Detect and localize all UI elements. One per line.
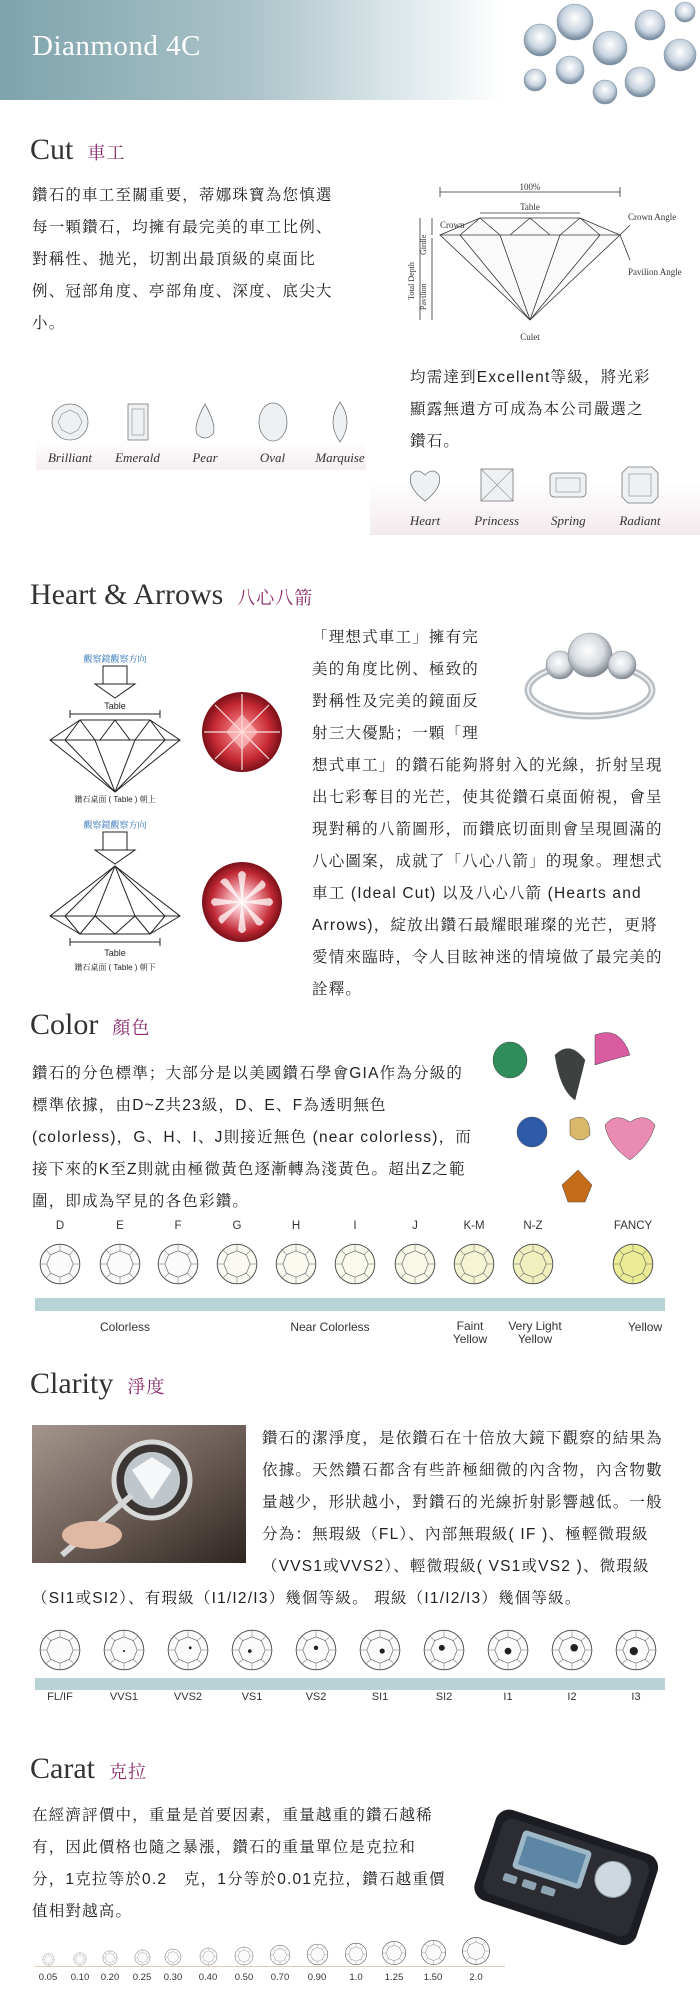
brilliant-cut-icon — [48, 400, 92, 444]
clarity-scale-bar — [35, 1678, 665, 1690]
carat-weight-diamond-icon — [134, 1949, 151, 1966]
carat-weight-label: 0.05 — [38, 1972, 58, 1983]
carat-weight-scale — [30, 1938, 510, 1966]
clarity-grade-diamond-icon — [102, 1628, 146, 1672]
carat-weight-diamond-icon — [42, 1953, 55, 1966]
color-grade-scale — [30, 1220, 670, 1300]
clarity-grade-label: VS1 — [241, 1691, 263, 1703]
diagram-label-girdle: Girdle — [419, 234, 428, 255]
ring-float-spacer — [489, 622, 667, 722]
color-scale-bar — [35, 1298, 665, 1311]
color-grade-diamond-icon — [393, 1242, 437, 1286]
clarity-grade-diamond-icon — [166, 1628, 210, 1672]
color-grade-label: K-M — [463, 1220, 485, 1232]
heart-section-title — [30, 578, 313, 612]
cut-excellent-note: 均需達到Excellent等級，將光彩顯露無遺方可成為本公司嚴選之鑽石。 — [410, 369, 651, 450]
caption-table-up: 鑽石桌面 ( Table ) 朝上 — [74, 795, 156, 804]
header-diamonds-image — [510, 0, 700, 110]
fancy-color-gems-image — [480, 1020, 680, 1220]
carat-weight-label: 1.25 — [384, 1972, 404, 1983]
clarity-grade-diamond-icon — [422, 1628, 466, 1672]
color-grade-label: J — [412, 1220, 418, 1232]
clarity-grade-label: VS2 — [305, 1691, 327, 1703]
clarity-grade-label: I3 — [631, 1691, 641, 1703]
color-grade-diamond-icon — [274, 1242, 318, 1286]
shape-label: Marquise — [315, 450, 365, 465]
carat-weight-diamond-icon — [381, 1940, 407, 1966]
cut-shapes-right-row — [395, 463, 670, 533]
carat-weight-diamond-icon — [420, 1939, 447, 1966]
color-category-very-light-yellow: Very Light Yellow — [508, 1319, 562, 1346]
table-label-top: Table — [104, 701, 126, 711]
left-shape-brilliant — [40, 400, 100, 470]
carat-weight-diamond-icon — [102, 1950, 118, 1966]
view-direction-label-bottom: 觀察鏡觀察方向 — [83, 820, 147, 830]
right-shape-spring — [538, 463, 598, 533]
carat-weight-label: 0.90 — [307, 1972, 327, 1983]
carat-description: 在經濟評價中，重量是首要因素，重量越重的鑽石越稀有，因此價格也隨之暴漲，鑽石的重量單位是克拉和分，1克拉等於0.2 克，1分等於0.01克拉，鑽石越重價值相對越高。 — [32, 1807, 446, 1920]
carat-weight-label: 0.70 — [270, 1972, 290, 1983]
color-grade-label: FANCY — [613, 1220, 653, 1232]
clarity-grade-diamond-icon — [38, 1628, 82, 1672]
color-grade-diamond-icon — [611, 1242, 655, 1286]
color-grade-label: I — [353, 1220, 357, 1232]
diagram-label-culet: Culet — [520, 332, 540, 342]
marquise-cut-icon — [318, 400, 362, 444]
color-grade-diamond-icon — [98, 1242, 142, 1286]
heart-description-text: 「理想式車工」擁有完美的角度比例、極致的對稱性及完美的鏡面反射三大優點；一顆「理想式車工」的鑽石能夠將射入的光線，折射呈現出七彩奪目的光芒，使其從鑽石桌面俯視，會呈現對稱的八箭圖形，而鑽底切面則會呈現圓滿的八心圖案，成就了「八心八箭」的現象。理想式車工 (Ideal Cut) 以及八心八箭 (Hearts and Arrows)，綻放出鑽石最耀眼璀璨的光芒，更將愛情來臨時，令人目眩神迷的情境做了最完美的詮釋。 — [312, 629, 663, 998]
color-grade-label: G — [232, 1220, 242, 1232]
carat-weight-labels — [30, 1972, 510, 1988]
oval-cut-icon — [251, 400, 295, 444]
carat-weight-label: 0.50 — [234, 1972, 254, 1983]
carat-weight-diamond-icon — [461, 1936, 491, 1966]
header-title: Dianmond 4C — [32, 30, 202, 62]
clarity-grade-label: I1 — [503, 1691, 513, 1703]
clarity-grade-label: VVS2 — [173, 1691, 203, 1703]
cut-section-title — [30, 133, 125, 167]
cut-description: 鑽石的車工至關重要，蒂娜珠寶為您慎選每一顆鑽石，均擁有最完美的車工比例、對稱性、拋光，切割出最頂級的桌面比例、冠部角度、亭部角度、深度、底尖大小。 — [32, 187, 333, 332]
shape-label: Princess — [474, 513, 520, 528]
carat-weight-diamond-icon — [269, 1944, 291, 1966]
color-section-title — [30, 1008, 150, 1042]
clarity-description — [32, 1423, 667, 1607]
diamond-table-up-diagram — [40, 662, 190, 802]
cut-proportion-diagram — [380, 180, 682, 355]
color-title: Color — [30, 1008, 99, 1041]
diagram-label-crown: Crown — [440, 220, 465, 230]
carat-scale-device-image — [462, 1800, 672, 1950]
arrows-pattern-image — [200, 690, 284, 774]
carat-title: Carat — [30, 1752, 95, 1785]
diagram-label-table: Table — [520, 202, 540, 212]
princess-cut-icon — [475, 463, 519, 507]
color-category-yellow: Yellow — [627, 1320, 663, 1334]
carat-weight-diamond-icon — [199, 1947, 218, 1966]
diagram-label-pct: 100% — [519, 182, 541, 192]
color-category-near-colorless: Near Colorless — [290, 1320, 370, 1334]
color-grade-label: N-Z — [523, 1220, 543, 1232]
diagram-label-total-depth: Total Depth — [407, 262, 416, 300]
right-shape-heart — [395, 463, 455, 533]
emerald-cut-icon — [116, 400, 160, 444]
color-grade-diamond-icon — [452, 1242, 496, 1286]
carat-weight-diamond-icon — [164, 1948, 182, 1966]
color-grade-label: E — [116, 1220, 124, 1232]
hearts-pattern-image — [200, 860, 284, 944]
color-grade-diamond-icon — [511, 1242, 555, 1286]
loupe-float-spacer — [32, 1423, 262, 1563]
shape-label: Emerald — [115, 450, 160, 465]
color-grade-label: H — [291, 1220, 301, 1232]
color-grade-diamond-icon — [215, 1242, 259, 1286]
clarity-grade-diamond-icon — [550, 1628, 594, 1672]
clarity-grade-diamond-icon — [614, 1628, 658, 1672]
carat-weight-diamond-icon — [234, 1946, 254, 1966]
carat-weight-diamond-icon — [73, 1952, 87, 1966]
heart-title-cn: 八心八箭 — [237, 588, 314, 609]
right-shape-princess — [467, 463, 527, 533]
caption-table-down: 鑽石桌面 ( Table ) 朝下 — [74, 963, 156, 972]
color-grade-diamond-icon — [156, 1242, 200, 1286]
diamond-table-down-diagram — [40, 828, 190, 978]
carat-weight-label: 0.20 — [100, 1972, 120, 1983]
clarity-description-text: 鑽石的潔淨度，是依鑽石在十倍放大鏡下觀察的結果為依據。天然鑽石都含有些許極細微的內含物，內含物數量越少，形狀越小，對鑽石的光線折射影響越低。一般分為：無瑕級（FL）、內部無瑕級( IF )、極輕微瑕級（VVS1或VVS2）、輕微瑕級( VS1或VS2 )、微瑕級（SI1或SI2）、有瑕級（I1/I2/I3）幾個等級。 瑕級（I1/I2/I3）幾個等級。 — [32, 1430, 663, 1607]
shape-label: Pear — [192, 450, 218, 465]
color-grade-label: D — [55, 1220, 65, 1232]
pear-cut-icon — [183, 400, 227, 444]
color-title-cn: 顏色 — [112, 1018, 151, 1039]
clarity-grade-diamond-icon — [486, 1628, 530, 1672]
clarity-grade-label: SI2 — [435, 1691, 453, 1703]
shape-label: Radiant — [619, 513, 661, 528]
carat-weight-label: 0.25 — [132, 1972, 152, 1983]
carat-weight-label: 0.30 — [163, 1972, 183, 1983]
diagram-label-pavilion-angle: Pavilion Angle — [628, 267, 682, 277]
clarity-grade-label: I2 — [567, 1691, 577, 1703]
left-shape-emerald — [108, 400, 168, 470]
carat-title-cn: 克拉 — [108, 1762, 147, 1783]
shape-label: Oval — [259, 450, 286, 465]
carat-weight-diamond-icon — [306, 1943, 329, 1966]
heart-title: Heart & Arrows — [30, 578, 224, 611]
clarity-grade-label: FL/IF — [47, 1691, 73, 1703]
color-grade-diamond-icon — [38, 1242, 82, 1286]
color-category-colorless: Colorless — [99, 1320, 150, 1334]
shape-label: Brilliant — [47, 450, 93, 465]
cut-shapes-left-row — [40, 400, 370, 470]
right-shape-radiant — [610, 463, 670, 533]
carat-section-title — [30, 1752, 147, 1786]
radiant-cut-icon — [618, 463, 662, 507]
clarity-grade-diamond-icon — [230, 1628, 274, 1672]
clarity-title-cn: 淨度 — [127, 1377, 166, 1398]
table-label-bottom: Table — [104, 948, 126, 958]
carat-scale-line — [35, 1966, 505, 1967]
shape-label: Spring — [550, 513, 586, 528]
diagram-label-pavilion: Pavilion — [419, 283, 428, 310]
carat-weight-diamond-icon — [344, 1942, 368, 1966]
color-grade-diamond-icon — [333, 1242, 377, 1286]
carat-weight-label: 0.40 — [198, 1972, 218, 1983]
color-description: 鑽石的分色標準；大部分是以美國鑽石學會GIA作為分級的標準依據，由D~Z共23級，D、E、F為透明無色(colorless)，G、H、I、J則接近無色 (near colorless)，而接下來的K至Z則就由極微黃色逐漸轉為淺黃色。超出Z之範圍，即成為罕見的各色彩鑽。 — [32, 1065, 473, 1210]
left-shape-pear — [175, 400, 235, 470]
shape-label: Heart — [409, 513, 441, 528]
clarity-title: Clarity — [30, 1367, 114, 1400]
clarity-grade-scale — [30, 1620, 670, 1680]
carat-weight-label: 0.10 — [70, 1972, 90, 1983]
carat-weight-label: 2.0 — [469, 1972, 483, 1983]
cut-title-cn: 車工 — [87, 143, 126, 164]
clarity-grade-labels — [30, 1691, 670, 1707]
heart-description — [312, 622, 667, 998]
clarity-grade-diamond-icon — [294, 1628, 338, 1672]
diagram-label-crown-angle: Crown Angle — [628, 212, 677, 222]
view-direction-label-top: 觀察鏡觀察方向 — [83, 654, 147, 664]
cut-title: Cut — [30, 133, 74, 166]
clarity-grade-diamond-icon — [358, 1628, 402, 1672]
clarity-grade-label: VVS1 — [109, 1691, 139, 1703]
carat-weight-label: 1.0 — [349, 1972, 363, 1983]
color-grade-label: F — [174, 1220, 182, 1232]
color-category-faint-yellow: Faint Yellow — [452, 1319, 488, 1346]
spring-cut-icon — [546, 463, 590, 507]
carat-weight-label: 1.50 — [423, 1972, 443, 1983]
heart-cut-icon — [403, 463, 447, 507]
color-category-labels — [30, 1320, 670, 1360]
clarity-section-title — [30, 1367, 165, 1401]
clarity-grade-label: SI1 — [371, 1691, 389, 1703]
left-shape-oval — [243, 400, 303, 470]
left-shape-marquise — [310, 400, 370, 470]
